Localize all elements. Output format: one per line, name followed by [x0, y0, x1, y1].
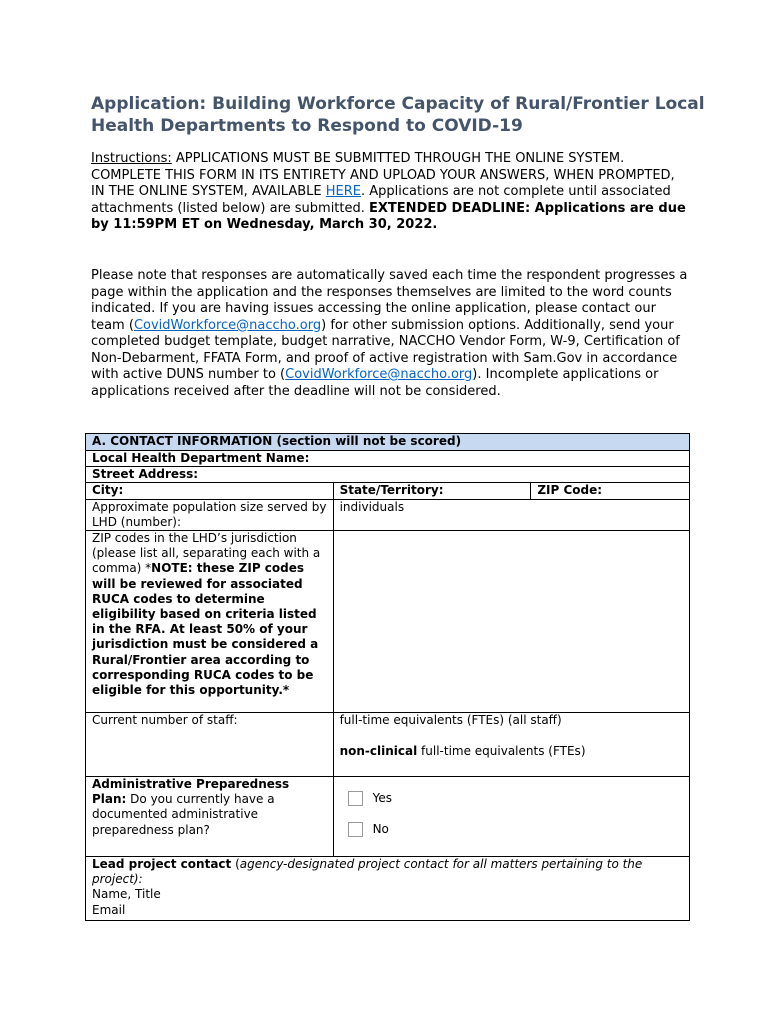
- population-label: Approximate population size served by LHD (number):: [86, 499, 334, 530]
- option-yes[interactable]: Yes: [340, 791, 683, 806]
- deadline-text: EXTENDED DEADLINE: Applications are due by 11:59PM ET on Wednesday, March 30, 2022.: [91, 200, 686, 232]
- population-unit: individuals: [339, 499, 405, 514]
- population-input[interactable]: [333, 499, 689, 530]
- option-no[interactable]: No: [340, 822, 683, 837]
- section-header: A. CONTACT INFORMATION (section will not be scored): [86, 434, 690, 451]
- instructions-label: Instructions:: [91, 151, 172, 166]
- city-field[interactable]: City:: [86, 483, 334, 499]
- email-link[interactable]: CovidWorkforce@naccho.org: [133, 317, 322, 333]
- staff-label: Current number of staff:: [86, 713, 334, 777]
- instructions-text-2: . Applications are not complete until associated attachments (listed below) are submitted.: [91, 184, 671, 216]
- contact-information-table: [85, 433, 690, 921]
- zip-field[interactable]: ZIP Code:: [531, 483, 690, 499]
- lead-contact-name: Name, Title: [92, 887, 161, 902]
- email-link-2[interactable]: CovidWorkforce@naccho.org: [285, 367, 473, 382]
- zipcodes-label: ZIP codes in the LHD’s jurisdiction (please list all, separating each with a comma) *NOTE: these ZIP codes will be reviewed for associated RUCA codes to determine eligibility based on criteria listed in the RFA. At least 50% of your jurisdiction must be considered a Rural/Frontier area according to corresponding RUCA codes to be eligible for this opportunity.*: [86, 531, 334, 713]
- document-title: Application: Building Workforce Capacity of Rural/Frontier Local Health Departments to Respond to COVID-19: [91, 94, 705, 136]
- zipcodes-note: NOTE: these ZIP codes will be reviewed for associated RUCA codes to determine eligibility based on criteria listed in the RFA. At least 50% of your jurisdiction must be considered a Rural/Frontier area according to corresponding RUCA codes to be eligible for this opportunity.*: [92, 561, 319, 698]
- note-text: Please note that responses are automatically saved each time the respondent progresses a page within the application and the responses themselves are limited to the word counts indicated. If you are having issues accessing the online application, please contact our team (: [91, 268, 688, 333]
- checkbox-no[interactable]: [348, 822, 363, 837]
- note-text-2: ) for other submission options. Additionally, send your completed budget template, budget narrative, NACCHO Vendor Form, W-9, Certification of Non-Debarment, FFATA Form, and proof of active registration with Sam.Gov in accordance with active DUNS number to (: [91, 317, 680, 382]
- lead-contact-email: Email: [92, 902, 126, 917]
- zipcodes-input[interactable]: [333, 531, 689, 713]
- state-field[interactable]: State/Territory:: [333, 483, 531, 499]
- lead-contact-label: Lead project contact (agency-designated project contact for all matters pertaining to the project):: [92, 857, 643, 887]
- online-system-link[interactable]: HERE: [325, 184, 361, 199]
- staff-fte-nonclinical: non-clinical full-time equivalents (FTEs): [339, 744, 586, 759]
- staff-input[interactable]: [333, 713, 689, 777]
- street-address-field[interactable]: Street Address:: [86, 467, 690, 483]
- checkbox-yes[interactable]: [348, 791, 363, 806]
- lhd-name-field[interactable]: Local Health Department Name:: [86, 451, 690, 467]
- lead-contact-field[interactable]: [86, 857, 690, 921]
- instructions-paragraph: [91, 151, 691, 234]
- note-text-3: ). Incomplete applications or applications received after the deadline will not be considered.: [91, 367, 659, 399]
- instructions-text: APPLICATIONS MUST BE SUBMITTED THROUGH THE ONLINE SYSTEM. COMPLETE THIS FORM IN ITS ENTIRETY AND UPLOAD YOUR ANSWERS, WHEN PROMPTED, IN THE ONLINE SYSTEM, AVAILABLE: [91, 151, 675, 199]
- preparedness-plan-label: Administrative Preparedness Plan: Do you currently have a documented administrative preparedness plan?: [86, 777, 334, 857]
- preparedness-plan-options: [333, 777, 689, 857]
- staff-fte-all: full-time equivalents (FTEs) (all staff): [339, 713, 562, 728]
- note-paragraph: [91, 268, 691, 400]
